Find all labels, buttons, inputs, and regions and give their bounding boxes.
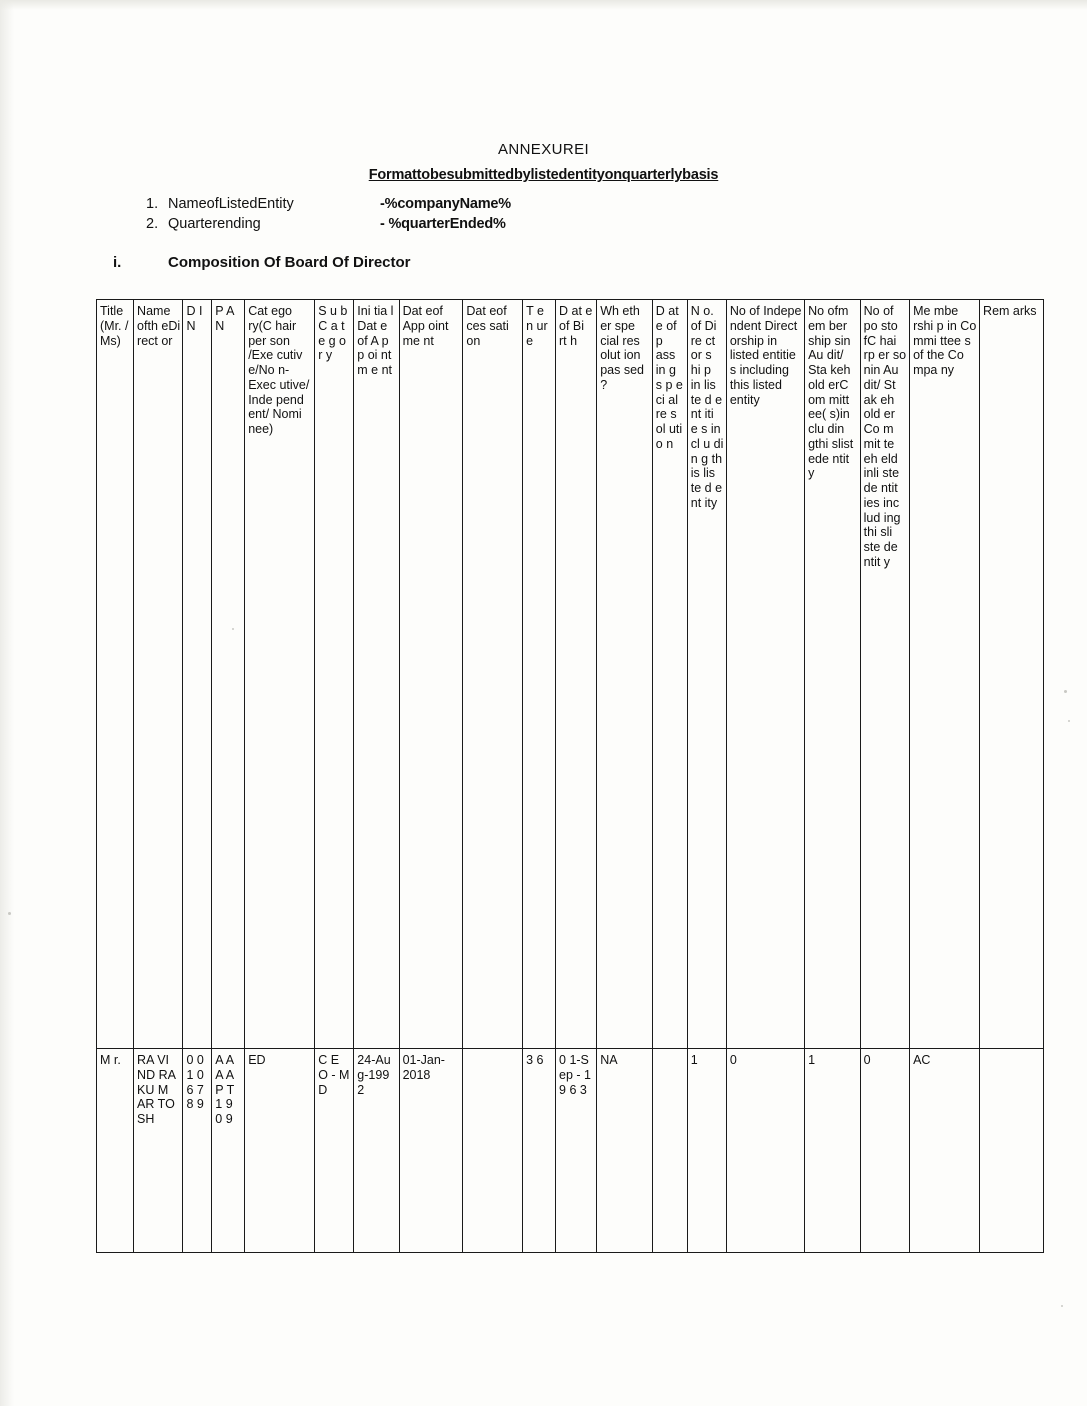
metadata-value: - %quarterEnded%	[380, 216, 506, 232]
metadata-number: 2.	[146, 216, 159, 232]
cell-remarks	[980, 1049, 1044, 1253]
metadata-row	[146, 196, 511, 216]
cell-date-of-birth: 0 1-S ep - 1 9 6 3	[556, 1049, 597, 1253]
table-header-row	[97, 300, 1044, 1049]
column-header-no-of-directorships: N o. of Di re ct or s hi p in lis te d e nt iti e s in cl u di n g th is lis te d e nt ity	[687, 300, 726, 1049]
table-body	[97, 1049, 1044, 1253]
scan-edge-shadow-top	[0, 0, 1087, 10]
column-header-memberships: No ofm em ber ship sin Au dit/ Sta keh old erC om mitt ee( s)in clu din gthi slist ede ntit y	[805, 300, 861, 1049]
column-header-tenure: T e n ur e	[523, 300, 556, 1049]
metadata-row	[146, 216, 511, 236]
column-header-independent-directorships: No of Indepe ndent Direct orship in listed entitie s including this listed entity	[726, 300, 804, 1049]
column-header-date-of-birth: D at e of Bi rt h	[556, 300, 597, 1049]
scan-speck	[1061, 1305, 1063, 1307]
scan-speck	[1064, 690, 1067, 693]
section-heading	[113, 254, 411, 271]
metadata-label: NameofListedEntity	[168, 196, 294, 212]
column-header-date-of-cessation: Dat eof ces sati on	[463, 300, 523, 1049]
section-title: Composition Of Board Of Director	[168, 254, 411, 271]
cell-date-of-appointment: 01-Jan-2018	[399, 1049, 463, 1253]
column-header-category: Cat ego ry(C hair per son /Exe cutiv e/No n-Exec utive/ Inde pend ent/ Nomi nee)	[245, 300, 315, 1049]
cell-memberships: 1	[805, 1049, 861, 1253]
column-header-initial-date: Ini tia l Dat e of A p p oi nt m e nt	[354, 300, 399, 1049]
cell-date-of-passing	[652, 1049, 687, 1253]
cell-subcategory: C E O - M D	[315, 1049, 354, 1253]
table-row	[97, 1049, 1044, 1253]
column-header-subcategory: S u b C a t e g o r y	[315, 300, 354, 1049]
cell-din: 0 0 1 0 6 7 8 9	[183, 1049, 212, 1253]
metadata-label: Quarterending	[168, 216, 261, 232]
column-header-name: Name ofth eDi rect or	[134, 300, 183, 1049]
column-header-remarks: Rem arks	[980, 300, 1044, 1049]
scan-edge-shadow-left	[0, 0, 14, 1406]
scan-speck	[8, 912, 11, 915]
column-header-date-of-appointment: Dat eof App oint me nt	[399, 300, 463, 1049]
column-header-special-resolution: Wh eth er spe cial res olut ion pas sed ?	[597, 300, 653, 1049]
column-header-date-of-passing: D at e of p ass in g s p e ci al re s ol uti o n	[652, 300, 687, 1049]
cell-tenure: 3 6	[523, 1049, 556, 1253]
cell-independent-directorships: 0	[726, 1049, 804, 1253]
board-composition-table	[96, 299, 1044, 1253]
page-title: ANNEXUREI	[497, 141, 590, 158]
scan-speck	[1068, 720, 1070, 722]
cell-special-resolution: NA	[597, 1049, 653, 1253]
section-number: i.	[113, 254, 122, 271]
cell-chairperson-posts: 0	[860, 1049, 909, 1253]
cell-name: RA VI ND RA KU M AR TO SH	[134, 1049, 183, 1253]
cell-pan: A A A A P T 1 9 0 9	[212, 1049, 245, 1253]
entity-metadata-list	[146, 196, 511, 236]
metadata-number: 1.	[146, 196, 159, 212]
column-header-pan: P A N	[212, 300, 245, 1049]
column-header-membership-committees: Me mbe rshi p in Co mmi ttee s of the Co mpa ny	[910, 300, 980, 1049]
cell-initial-date: 24-Au g-199 2	[354, 1049, 399, 1253]
column-header-din: D I N	[183, 300, 212, 1049]
metadata-value: -%companyName%	[380, 196, 511, 212]
cell-date-of-cessation	[463, 1049, 523, 1253]
page-subtitle: Formattobesubmittedbylistedentityonquarterlybasis	[368, 167, 719, 183]
table-header	[97, 300, 1044, 1049]
cell-membership-committees: AC	[910, 1049, 980, 1253]
cell-title: M r.	[97, 1049, 134, 1253]
cell-no-of-directorships: 1	[687, 1049, 726, 1253]
column-header-chairperson-posts: No of po sto fC hai rp er so nin Au dit/ St ak eh old er Co m mit te eh eld inli ste de ntit ies inc lud ing thi sli ste de ntit y	[860, 300, 909, 1049]
column-header-title: Title (Mr. / Ms)	[97, 300, 134, 1049]
cell-category: ED	[245, 1049, 315, 1253]
